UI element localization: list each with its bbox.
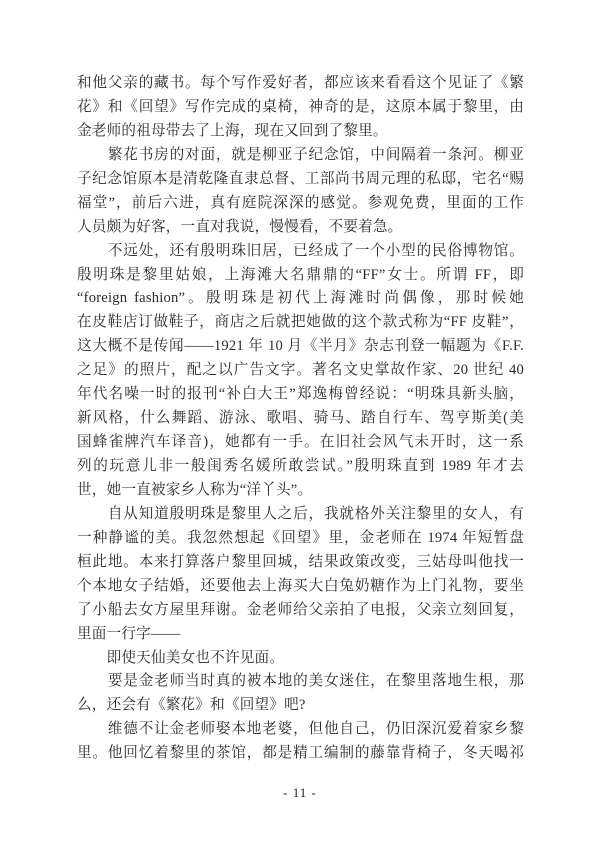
text-line: “foreign fashion”。殷明珠是初代上海滩时尚偶像，那时候她: [77, 290, 524, 307]
text-line: 一种静谧的美。我忽然想起《回望》里，金老师在 1974 年短暂盘: [77, 529, 524, 546]
text-line: 即使天仙美女也不许见面。: [77, 649, 285, 666]
text-line: 和他父亲的藏书。每个写作爱好者，都应该来看看这个见证了《繁: [77, 75, 524, 91]
text-line: 花》和《回望》写作完成的桌椅，神奇的是，这原本属于黎里，由: [77, 98, 524, 115]
text-line: 世，她一直被家乡人称为“洋丫头”。: [77, 481, 313, 498]
body-text: [77, 72, 524, 766]
text-line: 福堂”，前后六进，真有庭院深深的感觉。参观免费，里面的工作: [77, 194, 524, 211]
page-footer: [0, 785, 600, 801]
text-line: 人员颇为好客，一直对我说，慢慢看，不要着急。: [77, 218, 403, 235]
text-line: 之足》的照片，配之以广告文字。著名文史掌故作家、20 世纪 40: [77, 362, 524, 379]
text-line: 列的玩意儿非一般闺秀名媛所敢尝试。”殷明珠直到 1989 年才去: [77, 458, 524, 474]
text-line: 桓此地。本来打算落户黎里回城，结果政策改变，三姑母叫他找一: [77, 553, 524, 570]
text-line: 这大概不是传闻——1921 年 10 月《半月》杂志刊登一幅题为《F.F.: [77, 338, 524, 355]
text-line: 要是金老师当时真的被本地的美女迷住，在黎里落地生根，那: [77, 673, 524, 690]
text-line: 殷明珠是黎里姑娘，上海滩大名鼎鼎的“FF”女士。所谓 FF，即: [77, 266, 524, 283]
text-line: 在皮鞋店订做鞋子，商店之后就把她做的这个款式称为“FF 皮鞋”，: [77, 314, 524, 331]
text-line: 里。他回忆着黎里的茶馆，都是精工编制的藤靠背椅子，冬天喝祁: [77, 745, 524, 762]
text-line: 金老师的祖母带去了上海，现在又回到了黎里。: [77, 122, 388, 139]
text-line: 里面一行字——: [77, 625, 181, 642]
text-line: 自从知道殷明珠是黎里人之后，我就格外关注黎里的女人，有: [77, 505, 524, 522]
text-line: 维德不让金老师娶本地老婆，但他自己，仍旧深沉爱着家乡黎: [77, 721, 524, 738]
text-line: 个本地女子结婚，还要他去上海买大白兔奶糖作为上门礼物，要坐: [77, 577, 524, 594]
text-line: 么，还会有《繁花》和《回望》吧?: [77, 697, 306, 714]
text-line: 年代名噪一时的报刊“补白大王”郑逸梅曾经说：“明珠具新头脑，: [77, 386, 524, 403]
text-line: 不远处，还有殷明珠旧居，已经成了一个小型的民俗博物馆。: [77, 242, 524, 259]
text-line: 子纪念馆原本是清乾隆直隶总督、工部尚书周元理的私邸，宅名“赐: [77, 170, 524, 187]
text-line: 了小船去女方屋里拜谢。金老师给父亲拍了电报，父亲立刻回复，: [77, 601, 524, 618]
text-line: 新风格，什么舞蹈、游泳、歌唱、骑马、踏自行车、驾亨斯美(美: [77, 410, 524, 427]
text-line: 繁花书房的对面，就是柳亚子纪念馆，中间隔着一条河。柳亚: [77, 146, 524, 163]
text-line: 国蜂雀牌汽车译音)，她都有一手。在旧社会风气未开时，这一系: [77, 434, 524, 451]
page-number: - 11 -: [283, 785, 317, 800]
